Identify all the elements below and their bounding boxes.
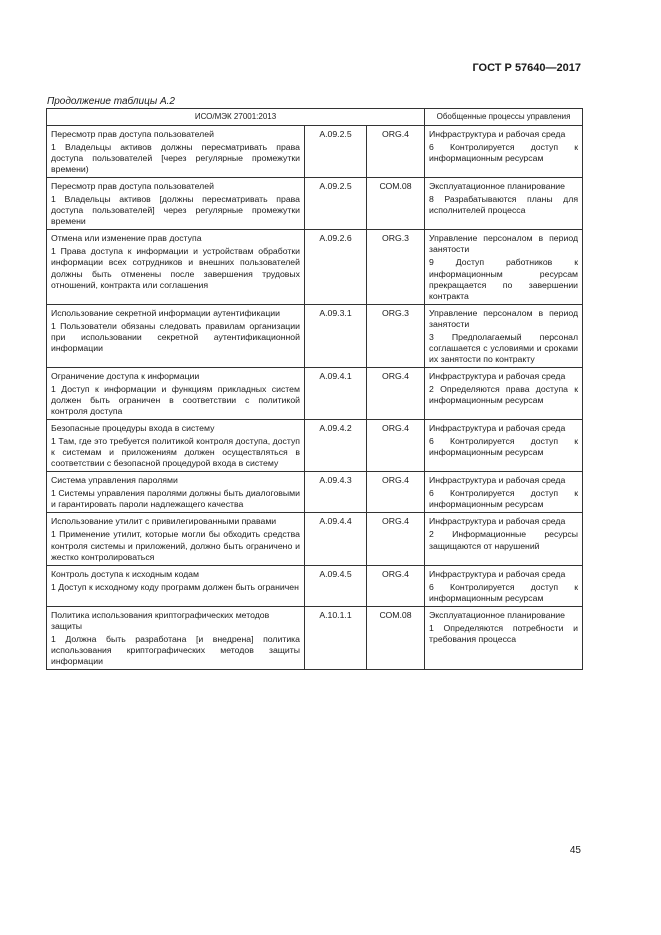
requirement-cell xyxy=(47,304,305,367)
table-row xyxy=(47,606,583,669)
table-row xyxy=(47,126,583,178)
requirement-cell xyxy=(47,126,305,178)
process-detail: 1 Определяются потребности и требования процесса xyxy=(429,622,579,644)
table-row xyxy=(47,565,583,606)
table-row xyxy=(47,513,583,565)
process-cell xyxy=(425,367,583,419)
process-cell xyxy=(425,513,583,565)
table-caption: Продолжение таблицы А.2 xyxy=(47,96,175,107)
requirement-text: 1 Владельцы активов должны пересматривать права доступа пользователей [через регулярные промежутки времени) xyxy=(51,142,300,175)
document-id: ГОСТ Р 57640—2017 xyxy=(472,62,581,74)
requirement-title: Использование утилит с привилегированными правами xyxy=(51,516,277,527)
requirement-title: Контроль доступа к исходным кодам xyxy=(51,568,199,579)
requirement-cell xyxy=(47,420,305,472)
control-id: А.09.2.6 xyxy=(305,230,367,304)
requirement-cell xyxy=(47,513,305,565)
requirement-text: 1 Пользователи обязаны следовать правилам организации при использовании секретной аутентификационной информации xyxy=(51,320,300,353)
requirement-text: 1 Системы управления паролями должны быть диалоговыми и гарантировать пароли надлежащего качества xyxy=(51,488,300,510)
control-id: А.09.4.2 xyxy=(305,420,367,472)
process-code: ORG.4 xyxy=(367,420,425,472)
process-detail: 8 Разрабатываются планы для исполнителей процесса xyxy=(429,194,579,216)
requirement-title: Пересмотр прав доступа пользователей xyxy=(51,181,214,192)
process-name: Эксплуатационное планирование xyxy=(429,609,565,620)
requirement-title: Система управления паролями xyxy=(51,475,178,486)
process-detail: 2 Определяются права доступа к информационным ресурсам xyxy=(429,383,579,405)
process-detail: 6 Контролируется доступ к информационным ресурсам xyxy=(429,488,579,510)
requirement-text: 1 Доступ к исходному коду программ должен быть ограничен xyxy=(51,581,299,592)
header-iso: ИСО/МЭК 27001:2013 xyxy=(47,109,425,126)
control-id: А.09.4.3 xyxy=(305,472,367,513)
process-code: ORG.4 xyxy=(367,472,425,513)
process-code: СОМ.08 xyxy=(367,606,425,669)
process-code: ORG.3 xyxy=(367,304,425,367)
requirement-cell xyxy=(47,606,305,669)
process-code: ORG.4 xyxy=(367,565,425,606)
table-row xyxy=(47,472,583,513)
control-id: А.09.2.5 xyxy=(305,178,367,230)
process-code: СОМ.08 xyxy=(367,178,425,230)
requirement-title: Пересмотр прав доступа пользователей xyxy=(51,129,214,139)
process-name: Инфраструктура и рабочая среда xyxy=(429,516,566,527)
process-cell xyxy=(425,472,583,513)
mapping-table xyxy=(46,108,583,670)
requirement-cell xyxy=(47,230,305,304)
requirement-title: Использование секретной информации аутентификации xyxy=(51,307,281,318)
requirement-cell xyxy=(47,367,305,419)
process-detail: 2 Информационные ресурсы защищаются от нарушений xyxy=(429,529,579,551)
control-id: А.09.4.4 xyxy=(305,513,367,565)
requirement-text: 1 Применение утилит, которые могли бы обходить средства контроля системы и приложений, должно быть ограничено и жестко контролироваться xyxy=(51,529,300,562)
process-detail: 6 Контролируется доступ к информационным ресурсам xyxy=(429,436,579,458)
requirement-title: Ограничение доступа к информации xyxy=(51,370,200,381)
table-header-row xyxy=(47,109,583,126)
control-id: А.10.1.1 xyxy=(305,606,367,669)
process-cell xyxy=(425,420,583,472)
process-name: Управление персоналом в период занятости xyxy=(429,307,579,329)
process-name: Инфраструктура и рабочая среда xyxy=(429,568,566,579)
table-row xyxy=(47,367,583,419)
table-row xyxy=(47,178,583,230)
requirement-title: Политика использования криптографических методов защиты xyxy=(51,609,270,631)
process-code: ORG.4 xyxy=(367,513,425,565)
process-name: Инфраструктура и рабочая среда xyxy=(429,370,566,381)
process-name: Инфраструктура и рабочая среда xyxy=(429,475,566,486)
table-body xyxy=(47,126,583,670)
control-id: А.09.3.1 xyxy=(305,304,367,367)
process-name: Инфраструктура и рабочая среда xyxy=(429,423,566,434)
requirement-text: 1 Там, где это требуется политикой контроля доступа, доступ к системам и приложениям должен осуществляться в соответствии с безопасной процедурой входа в систему xyxy=(51,436,300,469)
control-id: А.09.4.1 xyxy=(305,367,367,419)
process-cell xyxy=(425,565,583,606)
requirement-text: 1 Должна быть разработана [и внедрена] политика использования криптографических методов защиты информации xyxy=(51,633,300,666)
process-name: Инфраструктура и рабочая среда xyxy=(429,129,566,139)
requirement-cell xyxy=(47,178,305,230)
requirement-title: Безопасные процедуры входа в систему xyxy=(51,423,215,434)
page-number: 45 xyxy=(569,845,581,856)
table-row xyxy=(47,420,583,472)
requirement-text: 1 Права доступа к информации и устройствам обработки информации всех сотрудников и внешних пользователей должны быть отменены после завершения трудовых отношений, контракта или соглашения xyxy=(51,246,300,290)
process-cell xyxy=(425,304,583,367)
requirement-text: 1 Владельцы активов [должны пересматривать права доступа пользователей] через регулярные промежутки времени xyxy=(51,194,300,227)
requirement-cell xyxy=(47,565,305,606)
requirement-cell xyxy=(47,472,305,513)
process-code: ORG.4 xyxy=(367,367,425,419)
process-cell xyxy=(425,178,583,230)
process-name: Эксплуатационное планирование xyxy=(429,181,565,192)
process-code: ORG.4 xyxy=(367,126,425,178)
process-cell xyxy=(425,126,583,178)
requirement-title: Отмена или изменение прав доступа xyxy=(51,233,202,244)
requirement-text: 1 Доступ к информации и функциям прикладных систем должен быть ограничен в соответствии с политикой контроля доступа xyxy=(51,383,300,417)
table-row xyxy=(47,304,583,367)
header-processes: Обобщенные процессы управления xyxy=(425,109,583,126)
process-cell xyxy=(425,230,583,304)
process-cell xyxy=(425,606,583,669)
process-detail: 3 Предполагаемый персонал соглашается с условиями и сроками их занятости по контракту xyxy=(429,331,579,364)
process-detail: 9 Доступ работников к информационным ресурсам прекращается по завершении контракта xyxy=(429,257,579,301)
process-code: ORG.3 xyxy=(367,230,425,304)
control-id: А.09.4.5 xyxy=(305,565,367,606)
control-id: А.09.2.5 xyxy=(305,126,367,178)
table-row xyxy=(47,230,583,304)
process-name: Управление персоналом в период занятости xyxy=(429,233,579,255)
process-detail: 6 Контролируется доступ к информационным ресурсам xyxy=(429,142,579,164)
process-detail: 6 Контролируется доступ к информационным ресурсам xyxy=(429,581,579,603)
